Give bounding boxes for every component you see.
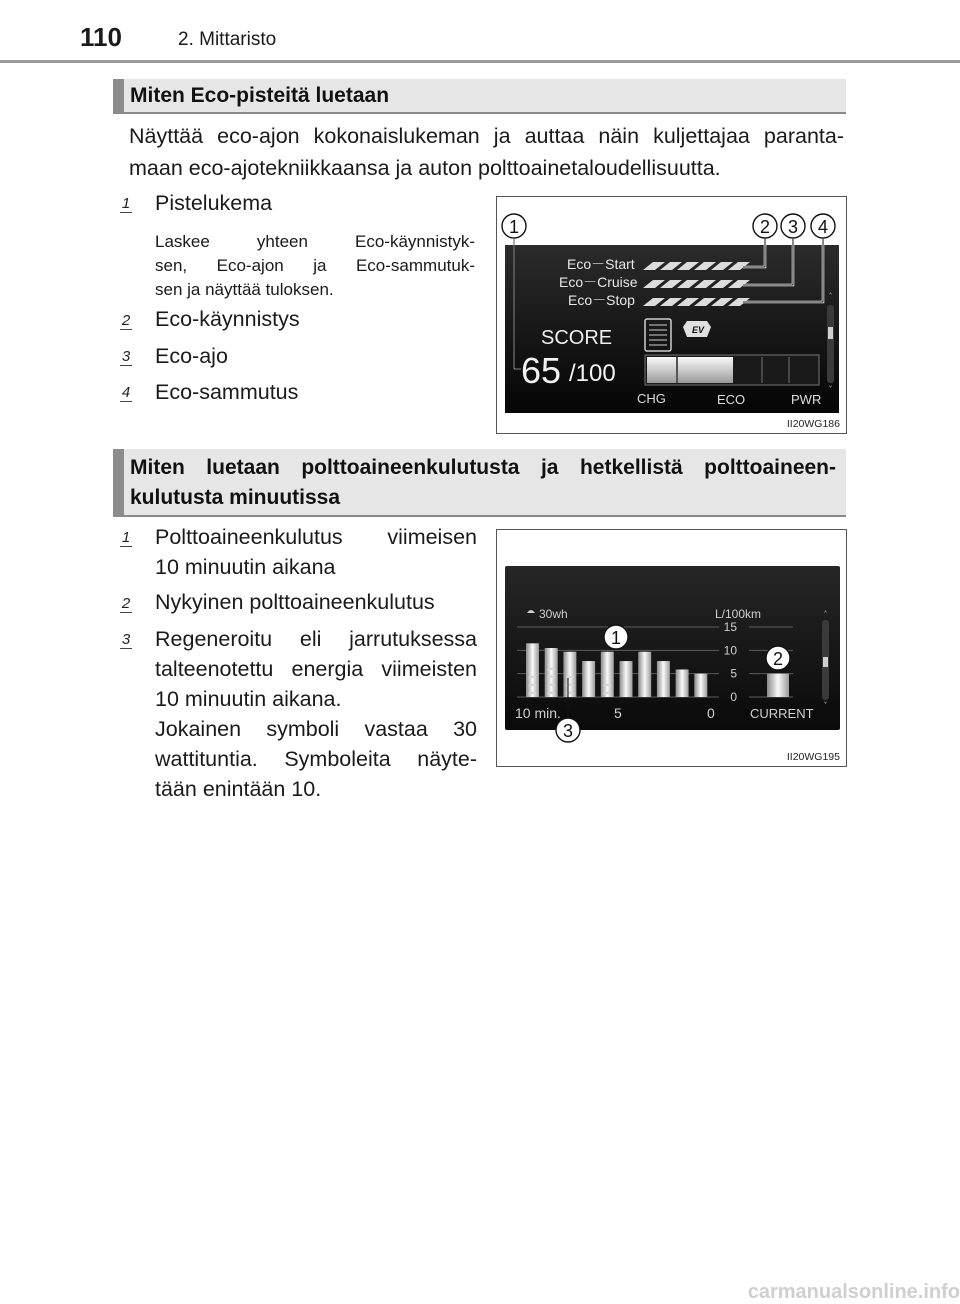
section-heading-text: kulutusta minuutissa bbox=[130, 486, 341, 509]
item-number: 4 bbox=[121, 384, 131, 401]
score-value: 65 bbox=[521, 350, 562, 391]
item-number: 2 bbox=[121, 595, 131, 612]
current-bar bbox=[767, 674, 789, 697]
y-tick-label: 10 bbox=[723, 643, 737, 658]
eco-cruise-label: Eco－Cruise bbox=[559, 274, 638, 290]
scroll-thumb bbox=[828, 327, 833, 339]
scroll-down-icon: ˅ bbox=[823, 701, 828, 710]
section1-intro bbox=[129, 120, 844, 184]
item-label: Nykyinen polttoaineenkulutus bbox=[155, 590, 435, 614]
chart-bar bbox=[601, 652, 614, 697]
callout-number: 1 bbox=[508, 217, 520, 237]
scroll-thumb bbox=[823, 657, 828, 667]
item-number: 2 bbox=[121, 312, 131, 329]
chart-bar bbox=[638, 652, 651, 697]
item-label: Pistelukema bbox=[155, 191, 273, 215]
intro-line: maan eco-ajotekniikkaansa ja auton polttoainetaloudellisuutta. bbox=[129, 156, 721, 180]
callout-number: 3 bbox=[562, 721, 574, 741]
chart-bar bbox=[526, 643, 539, 697]
item-label: Eco-käynnistys bbox=[155, 307, 300, 331]
score-label: SCORE bbox=[541, 327, 613, 349]
item-line: Polttoaineenkulutus viimeisen bbox=[155, 525, 477, 549]
scroll-up-icon: ˄ bbox=[823, 610, 828, 619]
desc-line: sen, Eco-ajon ja Eco-sammutuk- bbox=[155, 256, 475, 275]
y-tick-label: 15 bbox=[723, 620, 737, 634]
y-tick-label: 5 bbox=[730, 666, 737, 681]
item-line: wattituntia. Symboleita näyte- bbox=[155, 747, 477, 771]
chart-bar bbox=[563, 652, 576, 697]
chapter-title: 2. Mittaristo bbox=[178, 29, 277, 50]
x-label: 10 min. bbox=[515, 705, 561, 721]
section-heading-text: Miten luetaan polttoaineenkulutusta ja hetkellistä polttoaineen- bbox=[130, 456, 836, 479]
eco-gauge-fill bbox=[647, 357, 733, 383]
item-line: Regeneroitu eli jarrutuksessa bbox=[155, 627, 477, 651]
chart-bar bbox=[694, 674, 707, 697]
item-line: 10 minuutin aikana bbox=[155, 555, 336, 579]
scroll-track bbox=[827, 305, 834, 383]
item-number: 1 bbox=[121, 195, 131, 212]
scroll-down-icon: ˅ bbox=[828, 385, 833, 394]
item-label bbox=[155, 522, 477, 582]
eco-score-illustration bbox=[497, 197, 846, 433]
current-label: CURRENT bbox=[750, 706, 814, 721]
x-label: 5 bbox=[614, 705, 622, 721]
item-number: 1 bbox=[121, 529, 131, 546]
item-line: Jokainen symboli vastaa 30 bbox=[155, 717, 477, 741]
page-number: 110 bbox=[80, 22, 122, 52]
x-label: 0 bbox=[707, 705, 715, 721]
item-label: Eco-sammutus bbox=[155, 380, 299, 404]
score-max: /100 bbox=[569, 360, 616, 387]
chg-label: CHG bbox=[637, 391, 666, 406]
fuel-consumption-figure bbox=[496, 529, 847, 767]
item-line: talteenotettu energia viimeisten bbox=[155, 657, 477, 681]
unit-label: L/100km bbox=[715, 607, 762, 621]
item-number: 3 bbox=[121, 348, 131, 365]
eco-stop-label: Eco－Stop bbox=[568, 292, 635, 308]
callout-number: 4 bbox=[817, 217, 829, 237]
item-line: tään enintään 10. bbox=[155, 777, 322, 801]
chart-bar bbox=[545, 648, 558, 697]
footer-watermark: carmanualsonline.info bbox=[747, 1281, 960, 1303]
callout-number: 3 bbox=[787, 217, 799, 237]
y-tick-label: 0 bbox=[730, 690, 737, 704]
desc-line: Laskee yhteen Eco-käynnistyk- bbox=[155, 232, 475, 251]
callout-number: 2 bbox=[772, 649, 784, 669]
item-line: 10 minuutin aikana. bbox=[155, 687, 342, 711]
header-rule bbox=[0, 60, 960, 63]
pwr-label: PWR bbox=[791, 392, 822, 407]
eco-start-label: Eco－Start bbox=[567, 256, 635, 272]
intro-line: Näyttää eco-ajon kokonaislukeman ja auttaa näin kuljettajaa paranta- bbox=[129, 124, 844, 148]
item-label bbox=[155, 624, 477, 804]
desc-line: sen ja näyttää tuloksen. bbox=[155, 280, 334, 299]
section-heading-fuel-consumption bbox=[113, 449, 846, 517]
eco-label: ECO bbox=[717, 392, 746, 407]
item-description bbox=[155, 230, 475, 302]
heading-bar bbox=[113, 79, 124, 112]
eco-score-figure bbox=[496, 196, 847, 434]
item-label: Eco-ajo bbox=[155, 344, 228, 368]
fuel-consumption-chart bbox=[497, 530, 846, 766]
heading-bar bbox=[113, 449, 124, 515]
chart-bar bbox=[657, 661, 670, 697]
energy-label: 30wh bbox=[539, 607, 568, 621]
item-number: 3 bbox=[121, 631, 131, 648]
callout-number: 1 bbox=[610, 628, 622, 648]
ev-badge-text: EV bbox=[692, 325, 705, 335]
scroll-up-icon: ˄ bbox=[828, 292, 833, 301]
figure-code: II20WG186 bbox=[786, 418, 840, 430]
section-heading-text: Miten Eco-pisteitä luetaan bbox=[130, 84, 390, 107]
figure-code: II20WG195 bbox=[786, 751, 840, 763]
chart-bar bbox=[620, 661, 633, 697]
chart-bar bbox=[582, 661, 595, 697]
chart-bar bbox=[676, 669, 689, 697]
section-heading-eco-score bbox=[113, 79, 846, 114]
callout-number: 2 bbox=[759, 217, 771, 237]
